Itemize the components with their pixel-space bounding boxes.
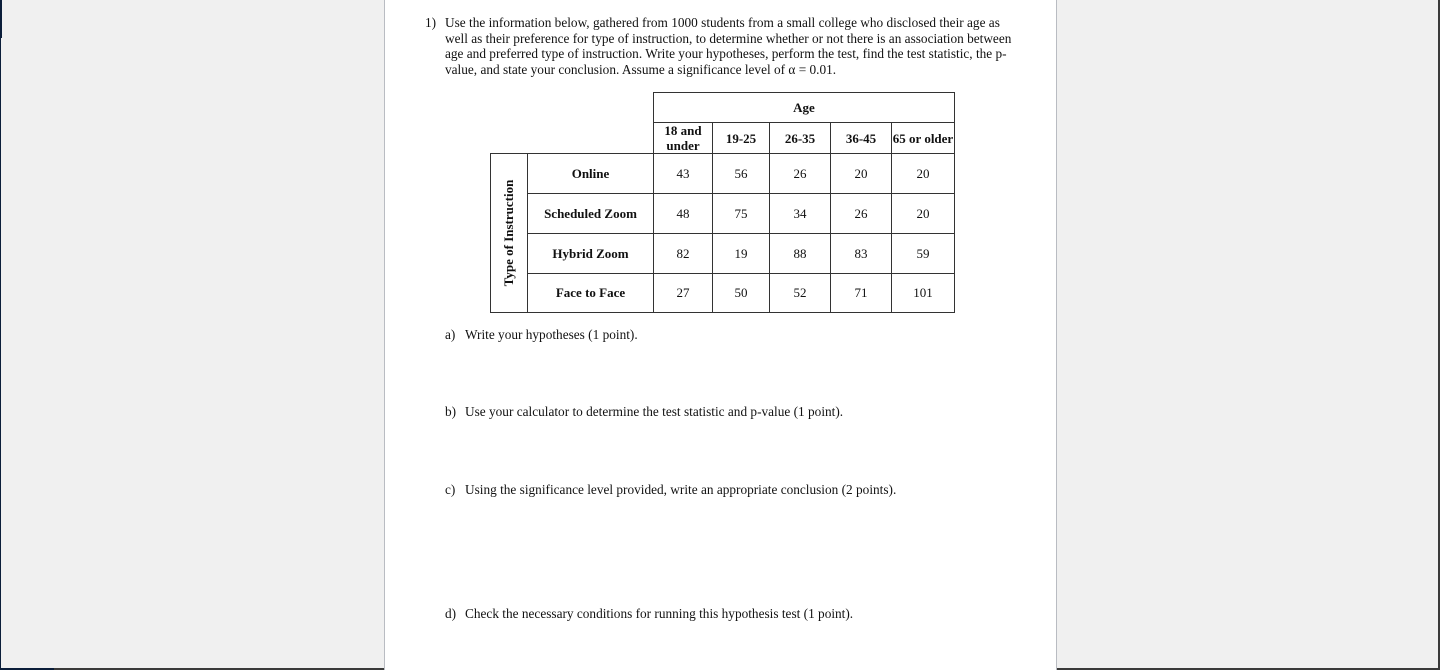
window-left-edge [0, 0, 1, 670]
column-header: 65 or older [892, 123, 955, 154]
column-header: 18 and under [654, 123, 713, 154]
table-cell: 27 [654, 274, 713, 313]
column-header: 26-35 [770, 123, 831, 154]
subquestion-text: Write your hypotheses (1 point). [465, 327, 638, 342]
document-page [384, 0, 1057, 670]
row-group-label: Type of Instruction [501, 179, 516, 287]
column-header: 36-45 [831, 123, 892, 154]
question-number: 1) [425, 15, 437, 30]
question-text: Use the information below, gathered from 1000 students from a small college who disclosed their age as well as their preference for type of instruction, to determine whether or not there is an association between age and preferred type of instruction. Write your hypotheses, perform the test, find the test statistic, the p-value, and state your conclusion. Assume a significance level of α = 0.01. [445, 15, 1012, 77]
table-cell: 88 [770, 234, 831, 274]
table-cell: 50 [713, 274, 770, 313]
subquestion-letter: d) [445, 606, 457, 621]
subquestion-d [445, 606, 853, 622]
table-cell: 48 [654, 194, 713, 234]
table-cell: 75 [713, 194, 770, 234]
table-cell: 101 [892, 274, 955, 313]
table-cell: 83 [831, 234, 892, 274]
table-cell: 20 [892, 194, 955, 234]
subquestion-text: Check the necessary conditions for running this hypothesis test (1 point). [465, 606, 854, 621]
table-corner-blank-2 [491, 123, 654, 154]
table-cell: 43 [654, 154, 713, 194]
window-left-edge-accent [0, 0, 2, 38]
column-header: 19-25 [713, 123, 770, 154]
table-row [491, 274, 955, 313]
subquestion-text: Using the significance level provided, write an appropriate conclusion (2 points). [465, 482, 897, 497]
question-1 [425, 15, 1025, 77]
table-row [491, 234, 955, 274]
column-group-header: Age [654, 93, 955, 123]
table-cell: 20 [831, 154, 892, 194]
table-cell: 52 [770, 274, 831, 313]
table-cell: 26 [831, 194, 892, 234]
subquestion-letter: b) [445, 404, 457, 419]
subquestion-c [445, 482, 896, 498]
subquestion-text: Use your calculator to determine the test statistic and p-value (1 point). [465, 404, 844, 419]
table-row [491, 154, 955, 194]
table-cell: 26 [770, 154, 831, 194]
subquestion-b [445, 404, 843, 420]
row-label: Face to Face [528, 274, 654, 313]
table-cell: 19 [713, 234, 770, 274]
row-label: Hybrid Zoom [528, 234, 654, 274]
table-cell: 20 [892, 154, 955, 194]
table-cell: 34 [770, 194, 831, 234]
row-group-header [491, 154, 528, 313]
table-row [491, 194, 955, 234]
row-label: Scheduled Zoom [528, 194, 654, 234]
table-cell: 71 [831, 274, 892, 313]
table-cell: 59 [892, 234, 955, 274]
table-cell: 82 [654, 234, 713, 274]
subquestion-a [445, 327, 638, 343]
subquestion-letter: c) [445, 482, 456, 497]
subquestion-letter: a) [445, 327, 456, 342]
row-label: Online [528, 154, 654, 194]
table-corner-blank [491, 93, 654, 123]
contingency-table [490, 92, 955, 313]
table-cell: 56 [713, 154, 770, 194]
